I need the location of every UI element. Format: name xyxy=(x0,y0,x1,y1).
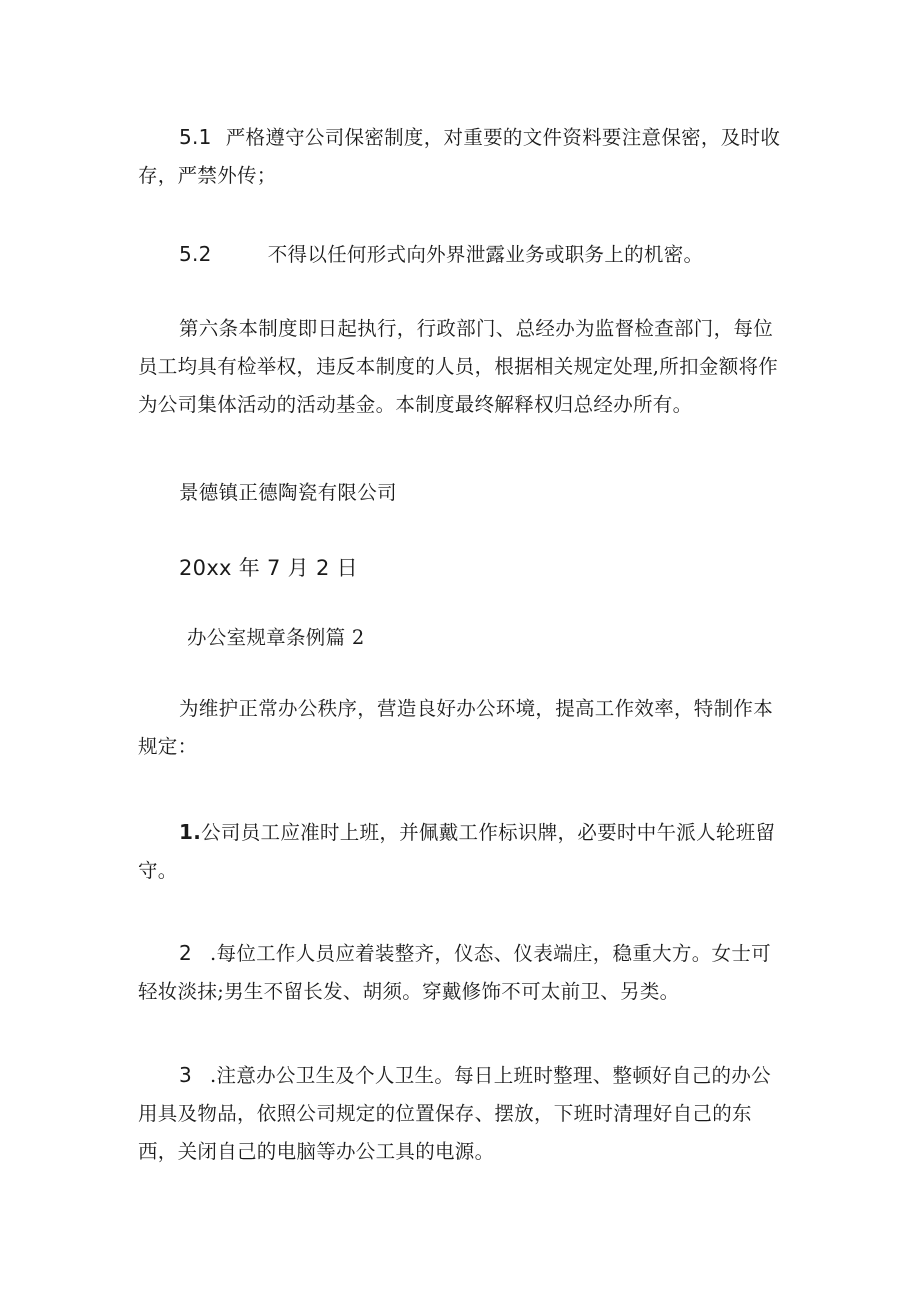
document-date: 20xx 年 7 月 2 日 xyxy=(179,556,358,580)
rule-text: .注意办公卫生及个人卫生。每日上班时整理、整顿好自己的办公用具及物品，依照公司规定的位置保存、摆放，下班时清理好自己的东西，关闭自己的电脑等办公工具的电源。 xyxy=(138,1064,771,1163)
rule-2 xyxy=(138,934,788,1011)
intro-paragraph: 为维护正常办公秩序，营造良好办公环境，提高工作效率，特制作本规定： xyxy=(138,697,774,758)
company-name: 景德镇正德陶瓷有限公司 xyxy=(179,481,397,504)
clause-number: 5.1 xyxy=(179,125,212,149)
clause-text: 严格遵守公司保密制度，对重要的文件资料要注意保密，及时收存，严禁外传； xyxy=(138,126,781,187)
section-title: 办公室规章条例篇 2 xyxy=(187,626,365,649)
rule-number: 1. xyxy=(179,820,202,844)
article-6: 第六条本制度即日起执行，行政部门、总经办为监督检查部门，每位员工均具有检举权，违反本制度的人员，根据相关规定处理,所扣金额将作为公司集体活动的活动基金。本制度最终解释权归总经办所有。 xyxy=(138,317,779,416)
rule-text: .每位工作人员应着装整齐，仪态、仪表端庄，稳重大方。女士可轻妆淡抹;男生不留长发、胡须。穿戴修饰不可太前卫、另类。 xyxy=(138,942,771,1003)
clause-5-2 xyxy=(138,235,788,274)
rule-1 xyxy=(138,813,788,890)
clause-text: 不得以任何形式向外界泄露业务或职务上的机密。 xyxy=(267,243,704,266)
clause-5-1 xyxy=(138,118,788,195)
rule-number: 2 xyxy=(179,941,193,965)
rule-text: 公司员工应准时上班，并佩戴工作标识牌，必要时中午派人轮班留守。 xyxy=(138,821,776,882)
rule-number: 3 xyxy=(179,1063,193,1087)
rule-3 xyxy=(138,1056,788,1171)
clause-number: 5.2 xyxy=(179,242,212,266)
